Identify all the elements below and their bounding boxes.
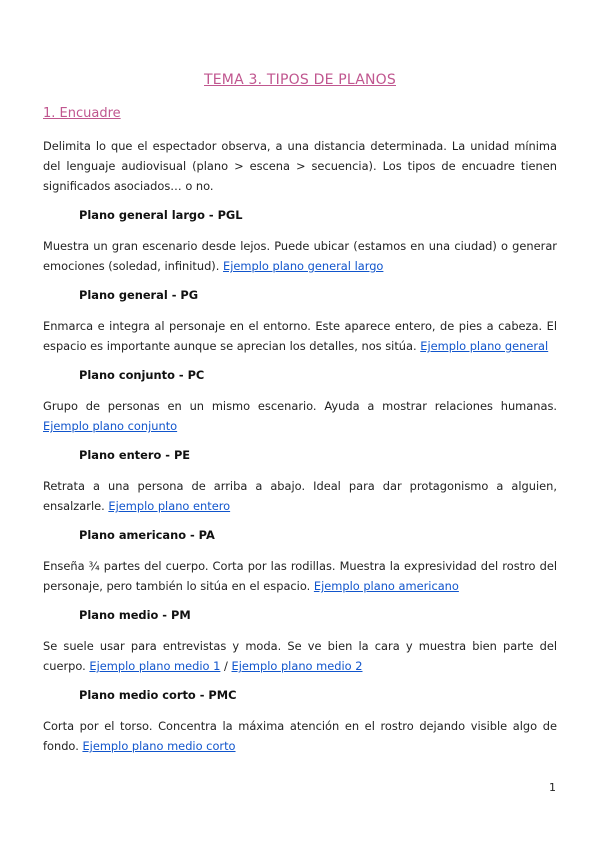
link-separator: / bbox=[224, 659, 228, 673]
text-pgl: Muestra un gran escenario desde lejos. Puede ubicar (estamos en una ciudad) o generar emociones (soledad, infinitud). bbox=[43, 239, 557, 273]
heading-pm: Plano medio - PM bbox=[79, 608, 191, 622]
heading-pmc: Plano medio corto - PMC bbox=[79, 688, 237, 702]
heading-pg: Plano general - PG bbox=[79, 288, 199, 302]
text-pa: Enseña ¾ partes del cuerpo. Corta por las rodillas. Muestra la expresividad del rostro del personaje, pero también lo sitúa en el espacio. bbox=[43, 559, 557, 593]
paragraph-pa bbox=[43, 556, 557, 596]
text-pm: Se suele usar para entrevistas y moda. Se ve bien la cara y muestra bien parte del cuerpo. bbox=[43, 639, 557, 673]
link-pa[interactable]: Ejemplo plano americano bbox=[313, 579, 459, 593]
paragraph-pm bbox=[43, 636, 557, 676]
link-pe[interactable]: Ejemplo plano entero bbox=[108, 499, 231, 513]
heading-pe: Plano entero - PE bbox=[79, 448, 191, 462]
heading-pgl: Plano general largo - PGL bbox=[79, 208, 243, 222]
page-number: 1 bbox=[549, 781, 556, 794]
paragraph-pgl bbox=[43, 236, 557, 276]
text-pe: Retrata a una persona de arriba a abajo. Ideal para dar protagonismo a alguien, ensalzarle. bbox=[43, 479, 557, 513]
paragraph-pmc bbox=[43, 716, 557, 756]
intro-paragraph: Delimita lo que el espectador observa, a una distancia determinada. La unidad mínima del lenguaje audiovisual (plano > escena > secuencia). Los tipos de encuadre tienen significados asociados… o no. bbox=[43, 139, 557, 193]
link-pgl[interactable]: Ejemplo plano general largo bbox=[223, 259, 384, 273]
link-pm-2[interactable]: Ejemplo plano medio 2 bbox=[231, 659, 363, 673]
page-title: TEMA 3. TIPOS DE PLANOS bbox=[204, 72, 396, 88]
section-heading: 1. Encuadre bbox=[43, 106, 121, 121]
text-pc: Grupo de personas en un mismo escenario. Ayuda a mostrar relaciones humanas. bbox=[43, 399, 557, 413]
link-pc[interactable]: Ejemplo plano conjunto bbox=[43, 419, 178, 433]
paragraph-pe bbox=[43, 476, 557, 516]
link-pg[interactable]: Ejemplo plano general bbox=[420, 339, 549, 353]
paragraph-pg bbox=[43, 316, 557, 356]
heading-pc: Plano conjunto - PC bbox=[79, 368, 205, 382]
link-pm-1[interactable]: Ejemplo plano medio 1 bbox=[89, 659, 221, 673]
link-pmc[interactable]: Ejemplo plano medio corto bbox=[82, 739, 236, 753]
text-pmc: Corta por el torso. Concentra la máxima atención en el rostro dejando visible algo de fondo. bbox=[43, 719, 557, 753]
text-pg: Enmarca e integra al personaje en el entorno. Este aparece entero, de pies a cabeza. El espacio es importante aunque se aprecian los detalles, nos sitúa. bbox=[43, 319, 557, 353]
heading-pa: Plano americano - PA bbox=[79, 528, 215, 542]
paragraph-pc bbox=[43, 396, 557, 436]
